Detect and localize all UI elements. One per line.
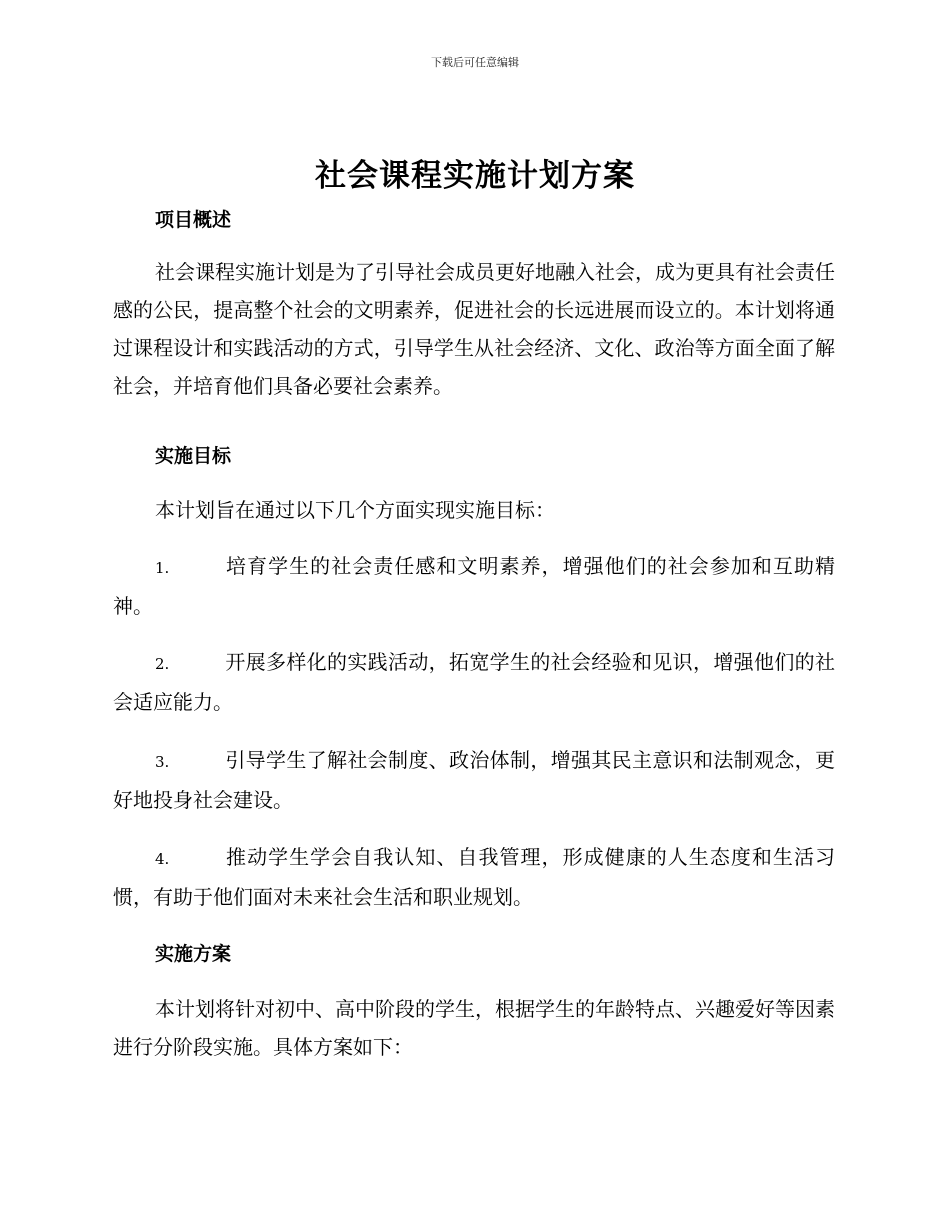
list-item-number: 2. — [155, 655, 170, 673]
list-item-text: 推动学生学会自我认知、自我管理，形成健康的人生态度和生活习惯，有助于他们面对未来社会生活和职业规划。 — [113, 845, 835, 909]
section-heading-overview: 项目概述 — [155, 209, 232, 231]
list-item-number: 1. — [155, 559, 170, 577]
section-heading-goals: 实施目标 — [155, 445, 232, 467]
list-item-text: 引导学生了解社会制度、政治体制，增强其民主意识和法制观念，更好地投身社会建设。 — [113, 748, 835, 812]
list-item-number: 4. — [155, 850, 170, 868]
list-item — [113, 547, 835, 625]
section-body-plan: 本计划将针对初中、高中阶段的学生，根据学生的年龄特点、兴趣爱好等因素进行分阶段实施。具体方案如下： — [113, 997, 835, 1059]
section-intro-goals: 本计划旨在通过以下几个方面实现实施目标： — [155, 498, 555, 522]
list-item-text: 培育学生的社会责任感和文明素养，增强他们的社会参加和互助精神。 — [113, 554, 835, 618]
list-item — [113, 643, 835, 721]
list-item-number: 3. — [155, 753, 170, 771]
header-note: 下载后可任意编辑 — [431, 56, 519, 69]
section-body-overview: 社会课程实施计划是为了引导社会成员更好地融入社会，成为更具有社会责任感的公民，提高整个社会的文明素养，促进社会的长远进展而设立的。本计划将通过课程设计和实践活动的方式，引导学生从社会经济、文化、政治等方面全面了解社会，并培育他们具备必要社会素养。 — [113, 260, 835, 398]
list-item — [113, 838, 835, 916]
document-title: 社会课程实施计划方案 — [315, 158, 635, 194]
list-item-text: 开展多样化的实践活动，拓宽学生的社会经验和见识，增强他们的社会适应能力。 — [113, 650, 835, 714]
section-heading-plan: 实施方案 — [155, 943, 232, 965]
list-item — [113, 741, 835, 819]
